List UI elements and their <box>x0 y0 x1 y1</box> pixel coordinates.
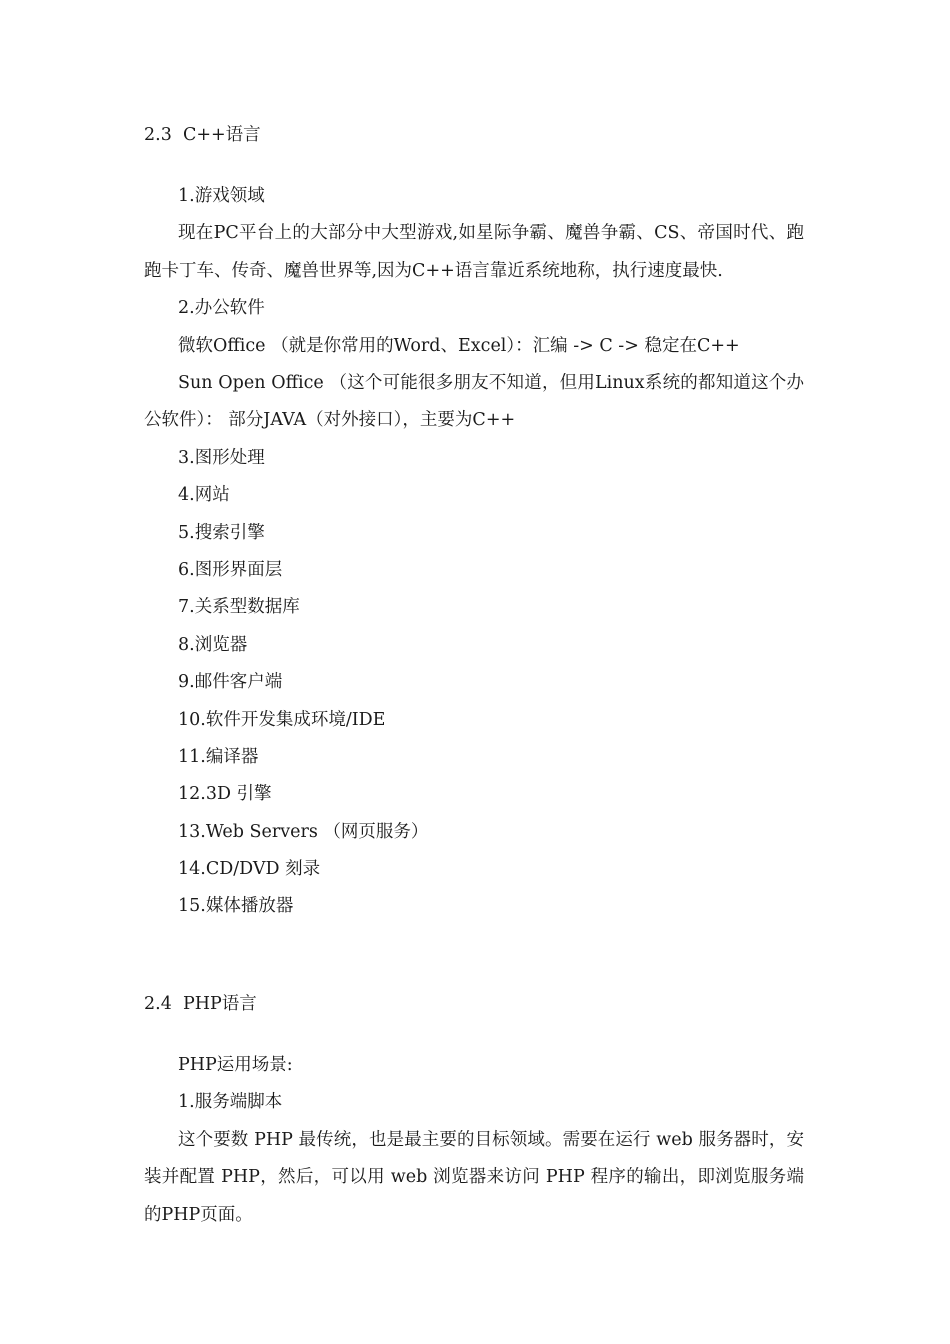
list-item: 5.搜索引擎 <box>178 522 265 543</box>
list-item: 15.媒体播放器 <box>178 896 294 917</box>
paragraph: Sun Open Office （这个可能很多朋友不知道，但用Linux系统的都知道这个办公软件）： 部分JAVA（对外接口），主要为C++ <box>144 372 804 431</box>
section-body-php <box>144 1047 804 1234</box>
list-item: 4.网站 <box>178 485 230 506</box>
list-item: 8.浏览器 <box>178 634 248 655</box>
list-item: 12.3D 引擎 <box>178 784 272 805</box>
list-item: 1.服务端脚本 <box>178 1092 283 1113</box>
list-item: 10.软件开发集成环境/IDE <box>178 709 386 730</box>
paragraph: 这个要数 PHP 最传统，也是最主要的目标领域。需要在运行 web 服务器时，安装并配置 PHP，然后，可以用 web 浏览器来访问 PHP 程序的输出，即浏览服务端的PHP页面。 <box>144 1129 804 1225</box>
list-item: 7.关系型数据库 <box>178 597 300 618</box>
section-body-cpp <box>144 178 804 926</box>
paragraph: PHP运用场景: <box>178 1055 293 1075</box>
section-heading-php: 2.4 PHP语言 <box>144 994 257 1014</box>
list-item: 1.游戏领域 <box>178 186 265 206</box>
list-item: 9.邮件客户端 <box>178 672 283 693</box>
list-item: 3.图形处理 <box>178 447 265 468</box>
list-item: 11.编译器 <box>178 746 259 767</box>
paragraph: 现在PC平台上的大部分中大型游戏,如星际争霸、魔兽争霸、CS、帝国时代、跑跑卡丁车、传奇、魔兽世界等,因为C++语言靠近系统地称，执行速度最快. <box>144 223 804 281</box>
list-item: 13.Web Servers （网页服务） <box>178 821 429 842</box>
list-item: 6.图形界面层 <box>178 559 283 580</box>
paragraph: 微软Office （就是你常用的Word、Excel）：汇编 -> C -> 稳定在C++ <box>178 335 740 356</box>
section-heading-cpp: 2.3 C++语言 <box>144 125 261 145</box>
list-item: 2.办公软件 <box>178 298 265 319</box>
list-item: 14.CD/DVD 刻录 <box>178 859 321 880</box>
